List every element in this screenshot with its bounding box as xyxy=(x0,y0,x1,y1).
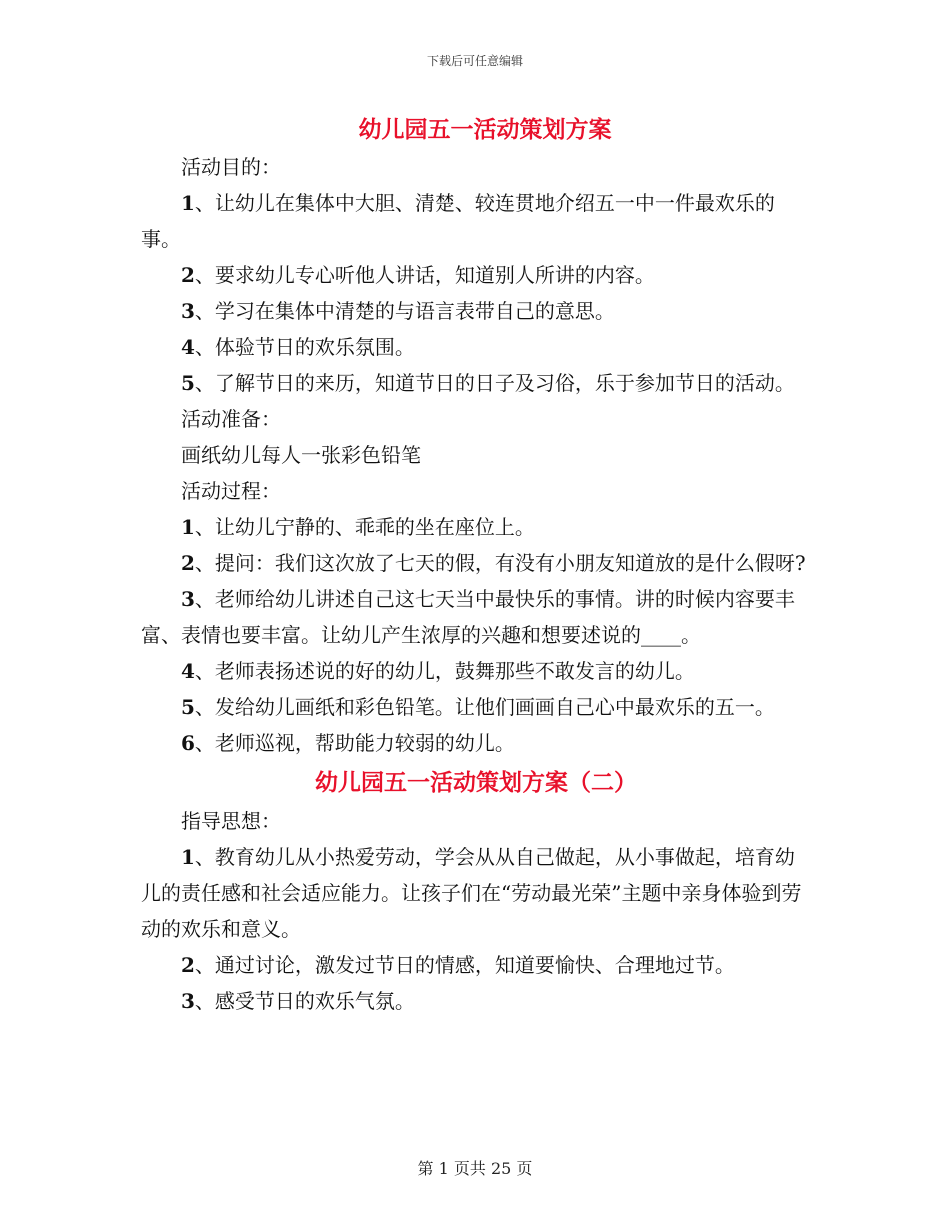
section-title: 幼儿园五一活动策划方案（二） xyxy=(315,769,637,796)
section-title: 幼儿园五一活动策划方案 xyxy=(358,116,612,143)
process-item: 6、老师巡视，帮助能力较弱的幼儿。 xyxy=(181,731,515,755)
guide-item: 2、通过讨论，激发过节日的情感，知道要愉快、合理地过节。 xyxy=(181,953,735,977)
process-heading: 活动过程： xyxy=(181,479,281,503)
page-footer: 第 1 页共 25 页 xyxy=(417,1159,533,1178)
prep-heading: 活动准备： xyxy=(181,407,281,431)
goal-item: 5、了解节日的来历，知道节日的日子及习俗，乐于参加节日的活动。 xyxy=(181,371,795,395)
goal-item: 4、体验节日的欢乐氛围。 xyxy=(181,335,415,359)
guide-item: 1、教育幼儿从小热爱劳动，学会从从自己做起，从小事做起，培育幼儿的责任感和社会适应能力。让孩子们在“劳动最光荣”主题中亲身体验到劳动的欢乐和意义。 xyxy=(141,845,802,941)
process-item: 1、让幼儿宁静的、乖乖的坐在座位上。 xyxy=(181,515,535,539)
goal-item: 2、要求幼儿专心听他人讲话，知道别人所讲的内容。 xyxy=(181,263,655,287)
prep-text: 画纸幼儿每人一张彩色铅笔 xyxy=(181,443,421,467)
guide-heading: 指导思想： xyxy=(181,809,281,833)
process-item: 5、发给幼儿画纸和彩色铅笔。让他们画画自己心中最欢乐的五一。 xyxy=(181,695,775,719)
goal-item: 3、学习在集体中清楚的与语言表带自己的意思。 xyxy=(181,299,615,323)
page-header: 下载后可任意编辑 xyxy=(426,54,523,68)
guide-item: 3、感受节日的欢乐气氛。 xyxy=(181,989,415,1013)
process-item: 2、提问：我们这次放了七天的假，有没有小朋友知道放的是什么假呀? xyxy=(181,551,806,575)
process-item: 4、老师表扬述说的好的幼儿，鼓舞那些不敢发言的幼儿。 xyxy=(181,659,695,683)
process-item: 3、老师给幼儿讲述自己这七天当中最快乐的事情。讲的时候内容要丰富、表情也要丰富。让幼儿产生浓厚的兴趣和想要述说的____。 xyxy=(141,587,795,647)
goal-item: 1、让幼儿在集体中大胆、清楚、较连贯地介绍五一中一件最欢乐的事。 xyxy=(141,191,775,251)
goal-heading: 活动目的： xyxy=(181,155,281,179)
document-body xyxy=(141,112,811,1019)
